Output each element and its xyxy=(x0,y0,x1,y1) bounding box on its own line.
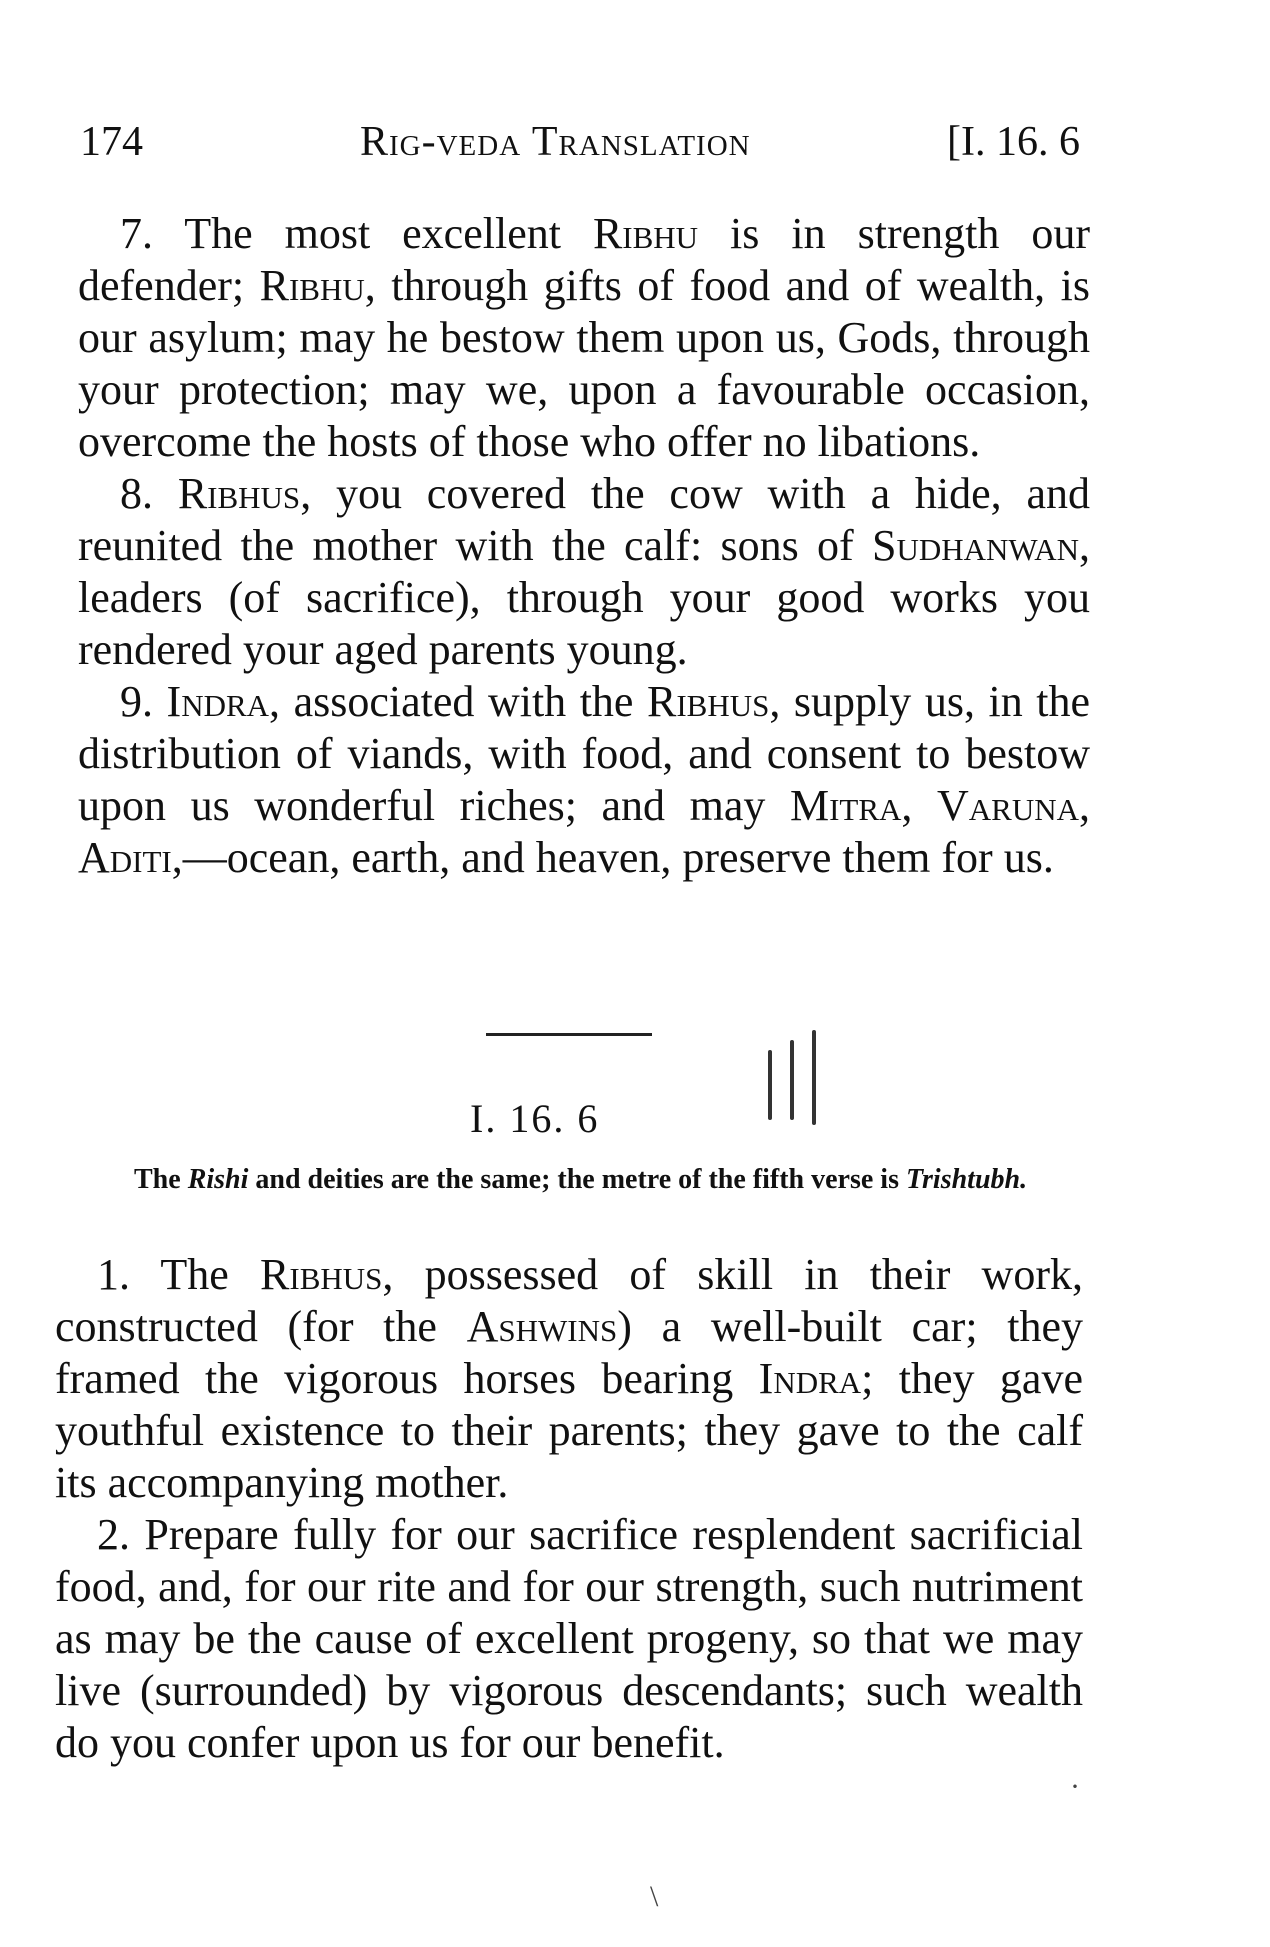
verse-text: ,—ocean, earth, and heaven, preserve them for us. xyxy=(171,833,1054,882)
verse-text: , supply us, in the distribution of viands, with food, and consent to bestow upon us wonderful riches; and may xyxy=(78,677,1091,830)
proper-name: Ribhus xyxy=(177,469,301,518)
proper-name: Ashwins xyxy=(466,1302,618,1351)
section-note xyxy=(78,1160,1090,1200)
verse-text: , xyxy=(901,781,937,830)
verse-number: 7. xyxy=(120,209,153,258)
proper-name: Mitra xyxy=(789,781,902,830)
running-title: Rig-veda Translation xyxy=(360,119,751,165)
verse-number: 9. xyxy=(120,677,153,726)
verse-text: Prepare fully for our sacrifice resplendent sacrificial food, and, for our rite and for our strength, such nutriment as may be the cause of excellent progeny, so that we may live (surrounded) by vigorous descendants; such wealth do you confer upon us for our benefit. xyxy=(55,1510,1084,1767)
verses-bottom-block xyxy=(55,1249,1083,1769)
verse-number: 2. xyxy=(97,1510,130,1559)
verse-number: 1. xyxy=(97,1250,130,1299)
proper-name: Varuna xyxy=(936,781,1079,830)
verse-number: 8. xyxy=(120,469,153,518)
verse xyxy=(55,1509,1083,1769)
verse xyxy=(78,468,1090,676)
pencil-marks xyxy=(760,1030,840,1130)
stray-mark: \ xyxy=(650,1880,659,1913)
page-number: 174 xyxy=(80,119,143,165)
hymn-reference: [I. 16. 6 xyxy=(947,119,1080,165)
section-heading: I. 16. 6 xyxy=(470,1096,600,1141)
section-divider xyxy=(486,1033,652,1036)
stray-mark: · xyxy=(1070,1770,1080,1803)
proper-name: Sudhanwan xyxy=(871,521,1079,570)
note-text: The xyxy=(134,1164,188,1195)
verse-text: , possessed of skill in their work, constructed (for the xyxy=(55,1250,1083,1351)
verse xyxy=(78,208,1090,468)
verses-top-block xyxy=(78,208,1090,884)
verse-text: The most excellent xyxy=(184,209,593,258)
verse-text: , associated with the xyxy=(269,677,648,726)
proper-name: Ribhus xyxy=(260,1250,383,1299)
proper-name: Indra xyxy=(758,1354,862,1403)
verse-text: , through gifts of food and of wealth, is our asylum; may he bestow them upon us, Gods, through your protection; may we, upon a favourable occasion, overcome the hosts of those who offer no libations. xyxy=(78,261,1090,466)
verse-text: , xyxy=(1079,781,1090,830)
italic-term: Trishtubh. xyxy=(905,1164,1028,1195)
verse-text: ; they gave youthful existence to their parents; they gave to the calf its accompanying mother. xyxy=(55,1354,1083,1507)
proper-name: Ribhu xyxy=(259,261,365,310)
proper-name: Ribhus xyxy=(647,677,770,726)
verse xyxy=(55,1249,1083,1509)
note-text: and deities are the same; the metre of the fifth verse is xyxy=(248,1164,906,1195)
proper-name: Indra xyxy=(166,677,270,726)
verse-text: , leaders (of sacrifice), through your good works you rendered your aged parents young. xyxy=(78,521,1090,674)
proper-name: Aditi xyxy=(78,833,172,882)
running-header xyxy=(80,118,1080,178)
verse-text: is in strength our defender; xyxy=(78,209,1090,310)
italic-term: Rishi xyxy=(187,1164,249,1195)
verse xyxy=(78,676,1090,884)
proper-name: Ribhu xyxy=(592,209,699,258)
verse-text: , you covered the cow with a hide, and reunited the mother with the calf: sons of xyxy=(78,469,1090,570)
verse-text: ) a well-built car; they framed the vigorous horses bearing xyxy=(55,1302,1083,1403)
verse-text: The xyxy=(160,1250,261,1299)
